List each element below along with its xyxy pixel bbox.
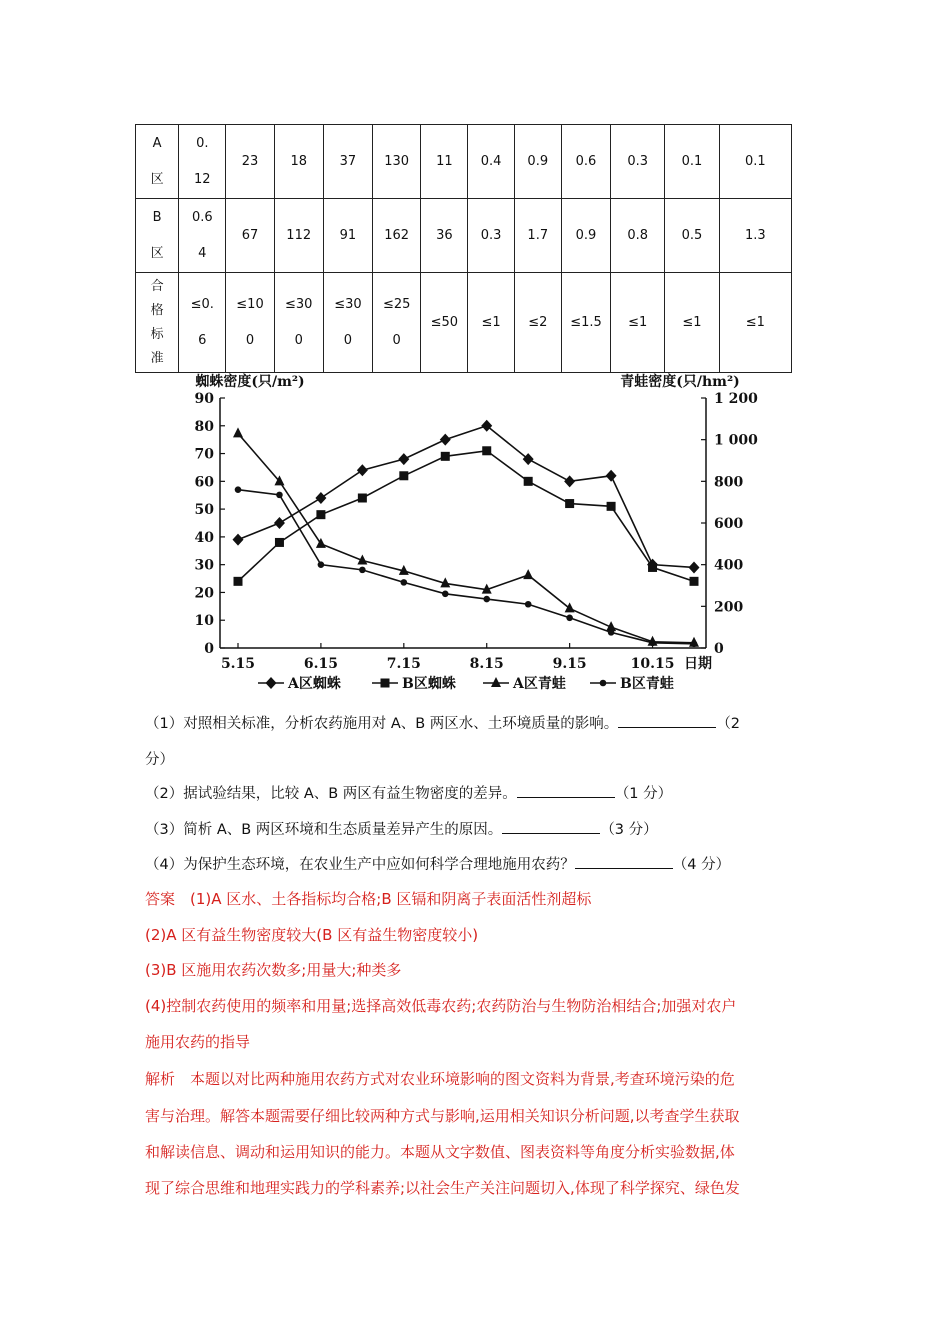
question-text: 分）: [145, 752, 174, 768]
question-text: （4）为保护生态环境，在农业生产中应如何科学合理地施用农药？: [145, 857, 575, 873]
table-cell: 36: [421, 199, 468, 273]
table-cell: ≤1: [468, 273, 514, 373]
table-cell: ≤30 0: [323, 273, 372, 373]
x-tick-label: 6.15: [303, 656, 338, 672]
legend-label: B区青蛙: [620, 676, 674, 692]
data-point: [399, 471, 408, 480]
y-tick-label-right: 400: [714, 557, 744, 574]
answer-blank[interactable]: [575, 854, 673, 869]
x-tick-label: 7.15: [386, 656, 421, 672]
legend-marker: [381, 679, 390, 688]
table-cell: 23: [226, 125, 274, 199]
question-line: [145, 782, 672, 803]
legend-marker: [491, 677, 501, 687]
data-point: [235, 486, 242, 493]
table-cell: 0.8: [611, 199, 665, 273]
answer-line: 施用农药的指导: [145, 1033, 251, 1051]
table-cell: 0.3: [611, 125, 665, 199]
x-axis-label: 日期: [684, 656, 712, 672]
table-cell: ≤1: [665, 273, 719, 373]
question-score: （1 分）: [614, 786, 673, 802]
table-row: [136, 125, 792, 199]
analysis-line: 害与治理。解答本题需要仔细比较两种方式与影响,运用相关知识分析问题,以考查学生获取: [145, 1107, 740, 1125]
density-line-chart: [150, 368, 758, 708]
data-point: [523, 569, 533, 579]
row-label: B 区: [136, 199, 179, 273]
answer-line: (2)A 区有益生物密度较大(B 区有益生物密度较小): [145, 926, 479, 944]
table-cell: ≤1.5: [561, 273, 610, 373]
answer-blank[interactable]: [517, 783, 615, 798]
y-tick-label-left: 30: [194, 557, 214, 574]
table-cell: 162: [373, 199, 421, 273]
y-axis-label-left: 蜘蛛密度(只/m²): [195, 374, 305, 390]
data-point: [481, 420, 492, 432]
series-line-4: [238, 490, 694, 644]
y-tick-label-left: 60: [194, 474, 214, 491]
data-point: [564, 475, 575, 487]
data-point: [482, 446, 491, 455]
analysis-line: 解析 本题以对比两种施用农药方式对农业环境影响的图文资料为背景,考查环境污染的危: [145, 1070, 735, 1088]
question-score: （4 分）: [672, 857, 731, 873]
data-point: [691, 641, 698, 648]
table-cell: 1.7: [514, 199, 561, 273]
data-point: [608, 629, 615, 636]
question-line: [145, 818, 658, 839]
table-cell: 0.1: [665, 125, 719, 199]
table-cell: ≤10 0: [226, 273, 274, 373]
table-cell: ≤0. 6: [179, 273, 226, 373]
legend-marker: [266, 677, 277, 689]
table-cell: 18: [274, 125, 323, 199]
data-point: [649, 639, 656, 646]
y-tick-label-left: 40: [194, 529, 214, 546]
question-text: （3）简析 A、B 两区环境和生态质量差异产生的原因。: [145, 822, 503, 838]
legend-label: A区青蛙: [513, 676, 566, 692]
table-row: [136, 273, 792, 373]
legend-marker: [600, 680, 607, 687]
data-point: [606, 470, 617, 482]
table-cell: 0.1: [719, 125, 791, 199]
data-point: [318, 561, 325, 568]
y-tick-label-left: 80: [194, 418, 214, 435]
answer-line: (3)B 区施用农药次数多;用量大;种类多: [145, 961, 402, 979]
table-cell: ≤2: [514, 273, 561, 373]
table-cell: ≤30 0: [274, 273, 323, 373]
x-tick-label: 5.15: [220, 656, 256, 672]
y-tick-label-left: 10: [194, 613, 214, 630]
data-point: [566, 614, 573, 621]
table-cell: 11: [421, 125, 468, 199]
table-row: [136, 199, 792, 273]
series-line-1: [238, 426, 694, 568]
data-point: [440, 434, 451, 446]
table-cell: 130: [373, 125, 421, 199]
x-tick-label: 8.15: [469, 656, 504, 672]
y-axis-label-right: 青蛙密度(只/hm²): [620, 374, 740, 390]
row-label: 合 格 标 准: [136, 273, 179, 373]
y-tick-label-left: 70: [194, 446, 214, 463]
question-score: （2: [716, 716, 741, 732]
data-point: [274, 517, 285, 529]
data-table: [135, 124, 792, 373]
y-tick-label-right: 600: [714, 516, 744, 532]
table-cell: 112: [274, 199, 323, 273]
data-point: [565, 602, 575, 612]
answer-blank[interactable]: [618, 713, 716, 728]
standards-table: [135, 124, 792, 373]
data-point: [233, 534, 244, 546]
table-cell: 1.3: [719, 199, 791, 273]
table-cell: 67: [226, 199, 274, 273]
y-tick-label-left: 90: [194, 391, 214, 407]
data-point: [234, 577, 243, 586]
table-cell: ≤1: [719, 273, 791, 373]
data-point: [523, 453, 534, 465]
question-text: （1）对照相关标准，分析农药施用对 A、B 两区水、土环境质量的影响。: [145, 716, 619, 732]
x-tick-label: 10.15: [630, 656, 675, 672]
table-cell: 0. 12: [179, 125, 226, 199]
y-tick-label-left: 20: [194, 585, 214, 602]
table-cell: ≤50: [421, 273, 468, 373]
table-cell: 0.9: [514, 125, 561, 199]
data-point: [607, 502, 616, 511]
data-point: [401, 579, 408, 586]
answer-line: (4)控制农药使用的频率和用量;选择高效低毒农药;农药防治与生物防治相结合;加强对农户: [145, 997, 737, 1015]
series-line-3: [238, 433, 694, 642]
data-point: [316, 510, 325, 519]
data-point: [359, 567, 366, 574]
data-point: [275, 538, 284, 547]
question-line: [145, 853, 730, 874]
data-point: [442, 591, 449, 598]
data-point: [441, 452, 450, 461]
table-cell: 0.4: [468, 125, 514, 199]
series-line-2: [238, 451, 694, 582]
data-point: [648, 563, 657, 572]
table-cell: 0.5: [665, 199, 719, 273]
data-point: [276, 492, 283, 499]
data-point: [233, 427, 243, 437]
data-point: [358, 494, 367, 503]
y-tick-label-left: 50: [194, 502, 214, 519]
data-point: [315, 492, 326, 504]
data-point: [524, 477, 533, 486]
y-tick-label-right: 1 200: [714, 391, 758, 407]
table-cell: 0.6: [561, 125, 610, 199]
data-point: [483, 596, 490, 603]
data-point: [689, 561, 700, 573]
question-line: [145, 748, 174, 769]
x-tick-label: 9.15: [552, 656, 587, 672]
table-cell: 37: [323, 125, 372, 199]
data-point: [565, 499, 574, 508]
y-tick-label-left: 0: [204, 641, 214, 657]
row-label: A 区: [136, 125, 179, 199]
question-score: （3 分）: [600, 822, 658, 838]
table-cell: 0.9: [561, 199, 610, 273]
y-tick-label-right: 800: [714, 474, 744, 491]
analysis-line: 和解读信息、调动和运用知识的能力。本题从文字数值、图表资料等角度分析实验数据,体: [145, 1143, 735, 1161]
table-cell: 0.6 4: [179, 199, 226, 273]
y-tick-label-right: 0: [714, 641, 724, 657]
legend-label: B区蜘蛛: [402, 676, 456, 692]
table-cell: ≤25 0: [373, 273, 421, 373]
table-cell: 0.3: [468, 199, 514, 273]
table-cell: 91: [323, 199, 372, 273]
question-line: [145, 712, 740, 733]
analysis-line: 现了综合思维和地理实践力的学科素养;以社会生产关注问题切入,体现了科学探究、绿色发: [145, 1179, 740, 1197]
answer-blank[interactable]: [502, 819, 600, 834]
data-point: [398, 453, 409, 465]
data-point: [357, 464, 368, 476]
legend-label: A区蜘蛛: [288, 676, 341, 692]
table-cell: ≤1: [611, 273, 665, 373]
question-text: （2）据试验结果，比较 A、B 两区有益生物密度的差异。: [145, 786, 517, 802]
y-tick-label-right: 1 000: [714, 432, 758, 449]
data-point: [690, 577, 699, 586]
y-tick-label-right: 200: [714, 599, 744, 616]
answer-line: 答案 (1)A 区水、土各指标均合格;B 区镉和阴离子表面活性剂超标: [145, 890, 592, 908]
data-point: [525, 601, 532, 608]
